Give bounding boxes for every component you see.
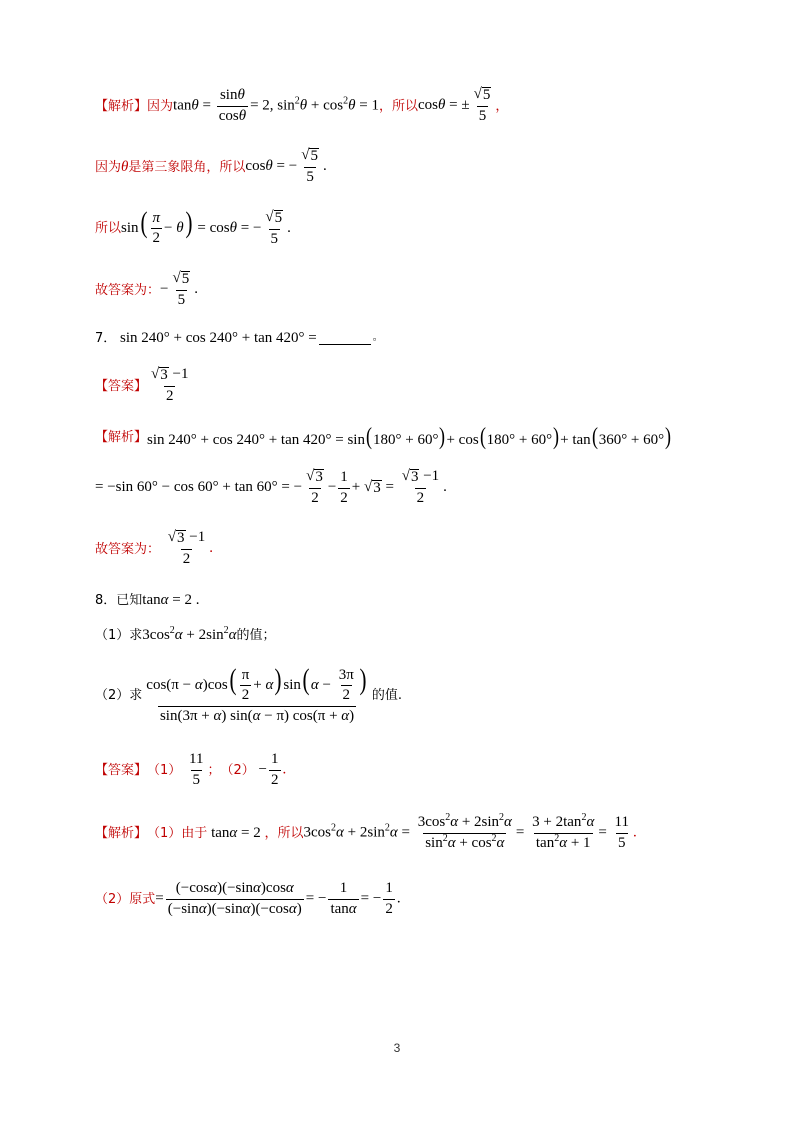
q8-part1-label: （1）	[95, 627, 130, 643]
q8-analysis-part1-label: （1）	[147, 825, 182, 841]
analysis-line-1: 【解析】 因为 tanθ = $\frac{\sin\theta}{\cos\theta}$ = 2, $\sin^2\theta + \cos^2\theta = 1$ ，所以 cosθ = ± √ 5 5 ，	[95, 86, 509, 124]
because-text: 因为	[147, 98, 174, 114]
analysis-tag-3: 【解析】	[95, 825, 148, 841]
q7-number: 7．	[95, 330, 117, 346]
q7-answer-formula: √ 3 −1 2	[151, 366, 189, 404]
q8-condition: tanα = 2 .	[142, 591, 200, 608]
formula-answer-neg-sqrt5-5: − √ 5 5 .	[160, 270, 198, 308]
q8-analysis-line-2	[95, 876, 401, 922]
q7-end-mark: 。	[372, 332, 383, 343]
q8-analysis-formula-2: = $\frac{(-\cos\alpha)(-\sin\alpha)\cos\alpha}{(-\sin\alpha)(-\sin\alpha)(-\cos\alpha)}$ = − $\frac{1}{\tan\alpha}$ = − $\frac{1}{2}$ .	[155, 879, 401, 917]
q8-part1-formula: $3\cos^2\alpha + 2\sin^2\alpha$	[142, 624, 237, 643]
analysis-tag-2: 【解析】	[95, 429, 148, 445]
q8-analysis-formula-1: $3\cos^2\alpha + 2\sin^2\alpha$ = $\frac{3\cos^2\alpha + 2\sin^2\alpha}{\sin^2\alpha + \cos^2\alpha}$ = $\frac{3 + 2\tan^2\alpha}{\tan^2\alpha + 1}$ = $\frac{11}{5}$ .	[303, 811, 637, 851]
q8-answer-part1-label: （1）	[147, 762, 182, 778]
analysis-tag: 【解析】	[95, 98, 148, 114]
formula-cos-theta-neg: cosθ = − √ 5 5 .	[245, 147, 327, 185]
so-text: ，所以	[378, 98, 419, 114]
q8-part2-formula: cos(π − α)cos( $\frac{\pi}{2}$ + α) sin( α − $\frac{3\pi}{2}$ ) sin(3π + α) sin(α − π) cos(π + α)	[146, 663, 367, 725]
answer-tag-2: 【答案】	[95, 762, 148, 778]
since-text: 由于	[181, 825, 208, 841]
therefore-text: 故答案为：	[95, 282, 161, 298]
q7-analysis-line-1	[95, 424, 672, 450]
so-text-3: ，所以	[264, 825, 304, 841]
q7-answer-line	[95, 364, 192, 408]
q7-analysis-formula-2: = −sin 60° − cos 60° + tan 60° = − √ 3 2 − $\frac{1}{2}$ + √ 3 = √ 3 −1 2 .	[95, 468, 447, 506]
q8-answer-part1: $\frac{11}{5}$	[189, 750, 204, 788]
q8-number: 8．	[95, 592, 117, 608]
q8-part2-end: 的值.	[371, 687, 402, 703]
formula-sin-pi2-minus-theta: sin( $\frac{\pi}{2}$ − θ) = cosθ = − √ 5 5 .	[121, 206, 291, 247]
q8-part1	[95, 624, 276, 646]
q8-analysis-line-1	[95, 810, 637, 856]
therefore-text-2: 故答案为：	[95, 541, 161, 557]
q7-formula: sin 240° + cos 240° + tan 420° =	[116, 329, 317, 346]
q8-find-2: 求	[129, 687, 143, 703]
analysis-line-2	[95, 146, 327, 188]
original-text: 原式	[129, 891, 156, 907]
page-number: 3	[393, 1041, 401, 1055]
because-theta-text: 因为θ是第三象限角，所以	[95, 158, 246, 175]
q7-analysis-formula-1: sin 240° + cos 240° + tan 420° = sin(180° + 60°)+ cos(180° + 60°)+ tan(360° + 60°)	[147, 424, 672, 450]
formula-tan-theta: tanθ = $\frac{\sin\theta}{\cos\theta}$ = 2, $\sin^2\theta + \cos^2\theta = 1$	[173, 86, 379, 124]
question-8	[95, 590, 199, 610]
q8-answer-part2: − $\frac{1}{2}$ .	[254, 750, 287, 788]
question-7	[95, 328, 383, 348]
analysis-line-3	[95, 206, 291, 250]
q8-answer-part2-label: （2）	[220, 762, 255, 778]
q8-answer-sep: ；	[207, 762, 221, 778]
so-text-2: 所以	[95, 220, 122, 236]
q7-therefore-formula: √ 3 −1 2 .	[167, 529, 213, 567]
q8-part2-label: （2）	[95, 687, 130, 703]
q8-known: 已知	[116, 592, 143, 608]
q8-part2	[95, 663, 402, 725]
q8-analysis-part2-label: （2）	[95, 891, 130, 907]
q7-answer-blank	[319, 332, 371, 345]
q7-analysis-line-2	[95, 466, 447, 510]
q8-part1-end: 的值；	[236, 627, 276, 643]
q8-answer-line	[95, 748, 286, 792]
answer-tag: 【答案】	[95, 378, 148, 394]
q8-analysis-cond: tanα = 2	[207, 824, 265, 841]
therefore-line-2	[95, 526, 213, 572]
therefore-line-1	[95, 268, 198, 312]
q8-find: 求	[129, 627, 143, 643]
formula-cos-theta-pm: cosθ = ± √ 5 5	[418, 86, 491, 124]
